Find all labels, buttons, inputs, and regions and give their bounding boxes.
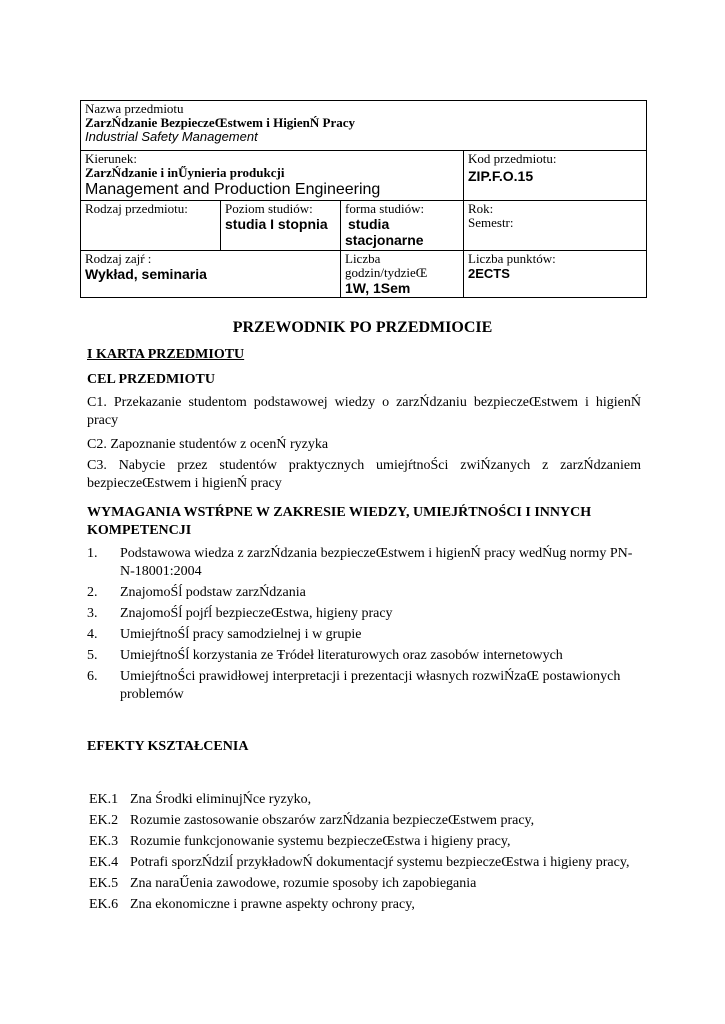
- outcome-text: Zna naraŰenia zawodowe, rozumie sposoby ich zapobiegania: [130, 876, 477, 891]
- list-item: [89, 854, 641, 872]
- list-item: [89, 896, 641, 914]
- course-name-cell: [81, 101, 647, 151]
- course-code-value: ZIP.F.O.15: [468, 168, 534, 184]
- list-item-number: 3.: [87, 606, 98, 621]
- field-of-study-cell: [81, 151, 464, 201]
- list-item-number: 5.: [87, 648, 98, 663]
- class-type-label: Rodzaj zajŕ :: [85, 251, 152, 266]
- study-level-cell: [221, 201, 341, 251]
- study-form-cell: [341, 201, 464, 251]
- outcome-text: Rozumie zastosowanie obszarów zarzŃdzania bezpieczeŒstwem pracy,: [130, 813, 535, 828]
- list-item: [89, 833, 641, 851]
- list-item-text: UmiejŕtnoŚĺ korzystania ze Ŧródeł literaturowych oraz zasobów internetowych: [120, 648, 563, 663]
- hours-per-week-label: Liczba godzin/tydzieŒ: [345, 251, 428, 280]
- ects-points-cell: [464, 251, 647, 298]
- outcome-text: Potrafi sporzŃdziĺ przykładowŃ dokumentacjŕ systemu bezpieczeŒstwa i higieny pracy,: [130, 855, 630, 870]
- outcome-code: EK.3: [89, 834, 119, 849]
- outcome-code: EK.5: [89, 876, 119, 891]
- list-item-text: Podstawowa wiedza z zarzŃdzania bezpieczeŒstwem i higienŃ pracy wedŃug normy PN-N-18001:2004: [120, 546, 633, 579]
- prerequisites-list: [87, 545, 641, 707]
- class-type-value: Wykład, seminaria: [85, 266, 207, 282]
- course-name-pl: ZarzŃdzanie BezpieczeŒstwem i HigienŃ Pracy: [85, 115, 356, 130]
- list-item: [87, 647, 641, 665]
- study-level-value: studia I stopnia: [225, 216, 328, 232]
- main-title: PRZEWODNIK PO PRZEDMIOCIE: [232, 319, 493, 336]
- study-level-label: Poziom studiów:: [225, 201, 313, 216]
- list-item-number: 4.: [87, 627, 98, 642]
- outcome-text: Zna Środki eliminujŃce ryzyko,: [130, 792, 312, 807]
- goal-c2: C2. Zapoznanie studentów z ocenŃ ryzyka: [87, 437, 329, 452]
- course-code-label: Kod przedmiotu:: [468, 151, 557, 166]
- field-of-study-pl: ZarzŃdzanie i inŰynieria produkcji: [85, 165, 285, 180]
- outcome-text: Rozumie funkcjonowanie systemu bezpieczeŒstwa i higieny pracy,: [130, 834, 511, 849]
- course-card-heading: I KARTA PRZEDMIOTU: [87, 347, 245, 362]
- list-item: [89, 812, 641, 830]
- field-of-study-en: Management and Production Engineering: [85, 181, 381, 198]
- year-semester-cell: [464, 201, 647, 251]
- class-type-cell: [81, 251, 341, 298]
- outcome-text: Zna ekonomiczne i prawne aspekty ochrony pracy,: [130, 897, 415, 912]
- outcome-code: EK.4: [89, 855, 119, 870]
- list-item-text: UmiejŕtnoŚĺ pracy samodzielnej i w grupie: [120, 627, 362, 642]
- study-form-label: forma studiów:: [345, 201, 425, 216]
- study-form-value-1: studia: [348, 216, 390, 232]
- course-type-cell: [81, 201, 221, 251]
- hours-per-week-value: 1W, 1Sem: [345, 280, 411, 296]
- list-item: [89, 875, 641, 893]
- semester-label: Semestr:: [468, 215, 514, 230]
- learning-outcomes-list: [89, 791, 641, 917]
- course-goal-heading: CEL PRZEDMIOTU: [87, 372, 215, 387]
- year-label: Rok:: [468, 201, 494, 216]
- list-item: [87, 668, 641, 704]
- list-item: [87, 545, 641, 581]
- list-item-number: 6.: [87, 669, 98, 684]
- field-of-study-label: Kierunek:: [85, 151, 137, 166]
- list-item: [89, 791, 641, 809]
- ects-points-value: 2ECTS: [468, 266, 510, 281]
- learning-outcomes-heading: EFEKTY KSZTAŁCENIA: [87, 739, 249, 754]
- outcome-code: EK.2: [89, 813, 119, 828]
- list-item: [87, 584, 641, 602]
- list-item-text: ZnajomoŚĺ pojŕĺ bezpieczeŒstwa, higieny pracy: [120, 606, 393, 621]
- list-item-text: ZnajomoŚĺ podstaw zarzŃdzania: [120, 585, 306, 600]
- outcome-code: EK.1: [89, 792, 119, 807]
- list-item: [87, 626, 641, 644]
- outcome-code: EK.6: [89, 897, 119, 912]
- course-type-label: Rodzaj przedmiotu:: [85, 201, 188, 216]
- list-item-text: UmiejŕtnoŚci prawidłowej interpretacji i prezentacji własnych rozwiŃzaŒ postawionych problemów: [120, 669, 621, 702]
- course-info-table: [80, 100, 647, 298]
- goal-c3: C3. Nabycie przez studentów praktycznych umiejŕtnoŚci zwiŃzanych z zarzŃdzaniem bezpieczeŒstwem i higienŃ pracy: [87, 458, 641, 491]
- course-code-cell: [464, 151, 647, 201]
- list-item: [87, 605, 641, 623]
- prerequisites-heading: WYMAGANIA WSTŔPNE W ZAKRESIE WIEDZY, UMIEJŔTNOŚCI I INNYCH KOMPETENCJI: [87, 505, 592, 538]
- list-item-number: 2.: [87, 585, 98, 600]
- course-name-en: Industrial Safety Management: [85, 129, 258, 144]
- goal-c1: C1. Przekazanie studentom podstawowej wiedzy o zarzŃdzaniu bezpieczeŒstwem i higienŃ pracy: [87, 395, 641, 428]
- hours-per-week-cell: [341, 251, 464, 298]
- ects-points-label: Liczba punktów:: [468, 251, 556, 266]
- course-name-label: Nazwa przedmiotu: [85, 101, 184, 116]
- study-form-value-2: stacjonarne: [345, 232, 424, 248]
- list-item-number: 1.: [87, 546, 98, 561]
